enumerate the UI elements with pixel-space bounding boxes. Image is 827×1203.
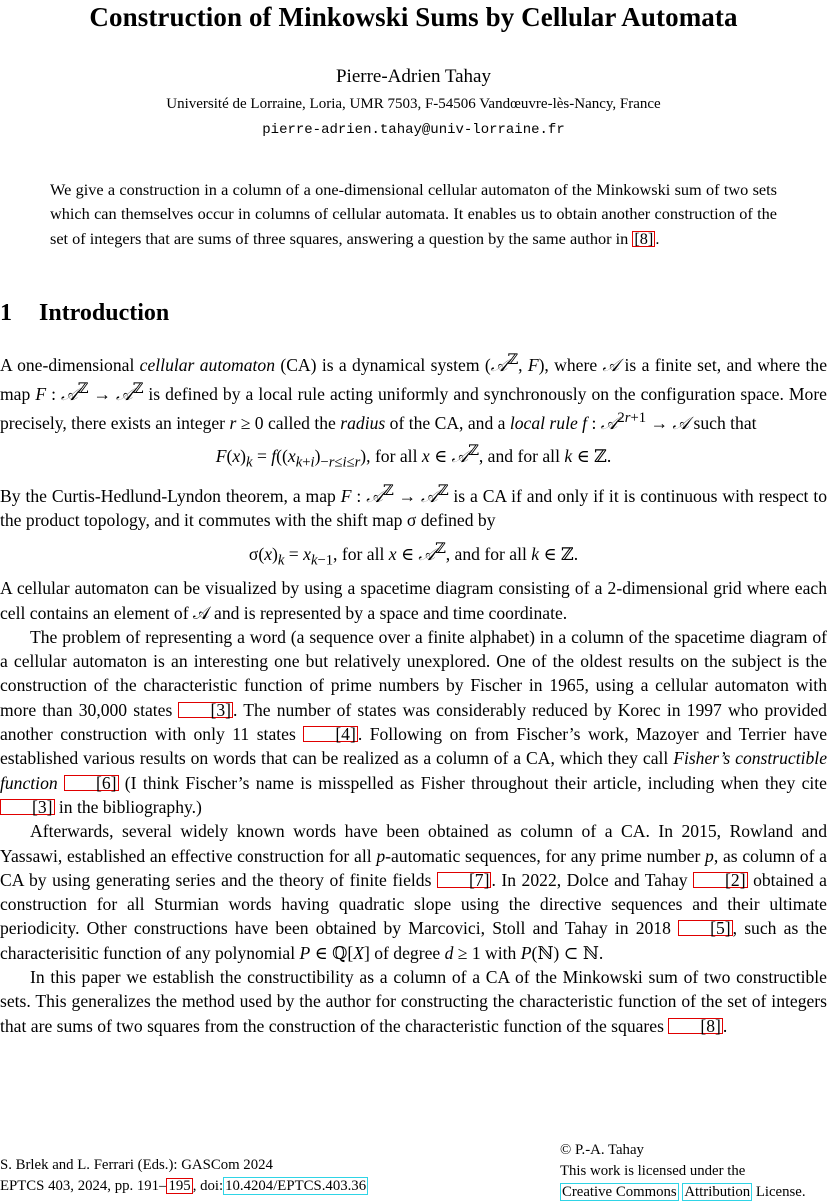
paragraph: Afterwards, several widely known words have been obtained as column of a CA. In 2015, Rowland and Yassawi, established an effective construction for all p-automatic sequences, for any prime number p, as column of a CA by using generating series and the theory of finite fields [7] . In 2022, Dolce and Tahay [2] obtained a construction for all Sturmian words having quadratic slope using the directive sequences and their ultimate periodicity. Other constructions have been obtained by Marcovici, Stoll and Tahay in 2018 [5] , such as the characterisitic function of any polynomial P ∈ ℚ[X] of degree d ≥ 1 with P(ℕ) ⊂ ℕ. xyxy=(0,821,827,963)
citation-link[interactable]: [6] xyxy=(64,775,119,791)
paragraph: In this paper we establish the constructibility as a column of a CA of the Minkowski sum of two constructible sets. This generalizes the method used by the author for constructing the characteristic function of the set of integers that are sums of two squares from the construction of the characteristic function of the squares [8] . xyxy=(0,967,827,1036)
paper-title: Construction of Minkowski Sums by Cellular Automata xyxy=(89,2,738,32)
citation-link[interactable]: [8] xyxy=(668,1018,723,1034)
citation-link[interactable]: [4] xyxy=(303,726,358,742)
author-email[interactable]: pierre-adrien.tahay@univ-lorraine.fr xyxy=(262,122,565,138)
citation-link[interactable]: [3] xyxy=(0,799,55,815)
paragraph: By the Curtis-Hedlund-Lyndon theorem, a map F : 𝒜$^ℤ$ → 𝒜$^ℤ$ is a CA if and only if it is continuous with respect to the product topology, and it commutes with the shift map σ defined by xyxy=(0,483,827,531)
affiliation: Université de Lorraine, Loria, UMR 7503, F-54506 Vandœuvre-lès-Nancy, France xyxy=(166,96,661,112)
body-text xyxy=(0,348,827,1038)
author-name: Pierre-Adrien Tahay xyxy=(335,66,491,87)
paragraph: The problem of representing a word (a sequence over a finite alphabet) in a column of the spacetime diagram of a cellular automaton is an interesting one but relatively unexplored. One of the oldest results on the subject is the construction of the characteristic function of prime numbers by Fischer in 1965, using a cellular automaton with more than 30,000 states [3] . The number of states was considerably reduced by Korec in 1997 who provided another construction with only 11 states [4] . Following on from Fischer’s work, Mazoyer and Terrier have established various results on words that can be realized as a column of a CA, which they call Fisher’s constructible function [6] (I think Fischer’s name is misspelled as Fisher throughout their article, including when they cite [3] in the bibliography.) xyxy=(0,626,827,817)
citation-link[interactable]: [7] xyxy=(437,872,492,888)
attribution-link[interactable]: Attribution xyxy=(684,1184,751,1200)
citation-link[interactable]: [8] xyxy=(634,228,654,248)
creative-commons-link[interactable]: Creative Commons xyxy=(562,1184,677,1200)
equation: $\sigma(x)_k = x_{k-1}$, for all x ∈ 𝒜$^ℤ$, and for all k ∈ ℤ. xyxy=(248,540,579,568)
doi-link[interactable]: 10.4204/EPTCS.403.36 xyxy=(225,1178,367,1194)
footer-publication-info: S. Brlek and L. Ferrari (Eds.): GASCom 2024 EPTCS 403, 2024, pp. 191– 195 , doi: 10.4204/EPTCS.403.36 xyxy=(0,1157,367,1194)
abstract: We give a construction in a column of a one-dimensional cellular automaton of the Minkowski sum of two sets which can themselves occur in columns of cellular automata. It enables us to obtain another construction of the set of integers that are sums of three squares, answering a question by the same author in [8] . xyxy=(50,180,777,248)
pages-link[interactable]: 195 xyxy=(168,1178,191,1194)
citation-link[interactable]: [5] xyxy=(678,920,733,936)
equation: $F(x)_k = f((x_{k+i})_{-r\le i\le r})$, for all x ∈ 𝒜$^ℤ$, and for all k ∈ ℤ. xyxy=(215,443,612,471)
paragraph: A one-dimensional cellular automaton (CA) is a dynamical system (𝒜$^ℤ$, F), where 𝒜 is a finite set, and where the map F : 𝒜$^ℤ$ → 𝒜$^ℤ$ is defined by a local rule acting uniformly and synchronously on the configuration space. More precisely, there exists an integer r ≥ 0 called the radius of the CA, and a local rule f : 𝒜$^{2r+1}$ → 𝒜 such that xyxy=(0,352,827,434)
citation-link[interactable]: [3] xyxy=(178,702,233,718)
paragraph: A cellular automaton can be visualized by using a spacetime diagram consisting of a 2-dimensional grid where each cell contains an element of 𝒜 and is represented by a space and time coordinate. xyxy=(0,578,827,623)
section-heading: 1 Introduction xyxy=(0,300,170,326)
footer-license: © P.-A. Tahay This work is licensed under the Creative Commons Attribution License. xyxy=(560,1142,806,1200)
citation-link[interactable]: [2] xyxy=(693,872,748,888)
